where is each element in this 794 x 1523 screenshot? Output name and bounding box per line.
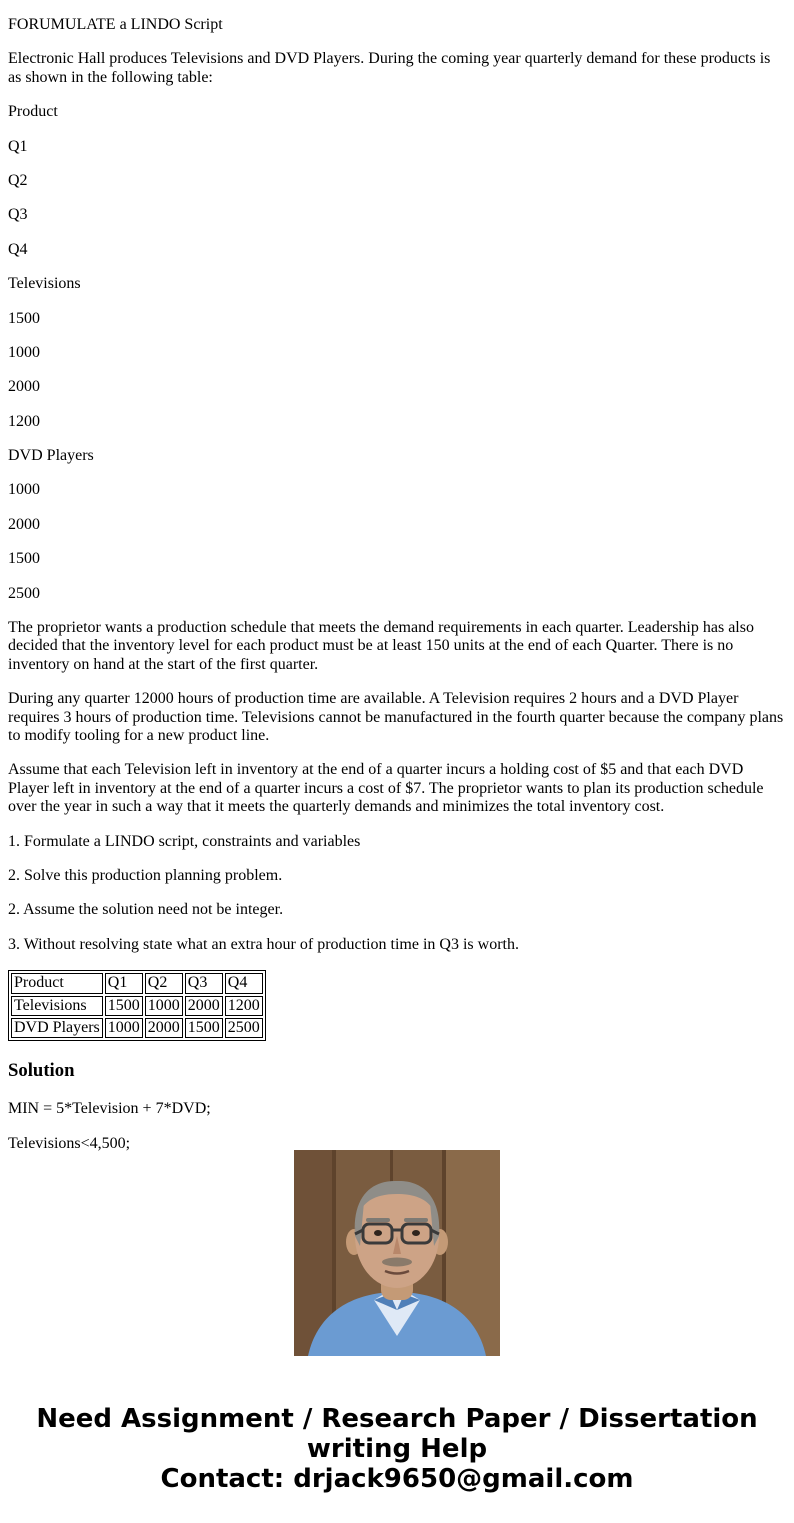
demand-line: DVD Players (8, 447, 94, 465)
doc-title: FORUMULATE a LINDO Script (8, 16, 223, 33)
task-item: 2. Assume the solution need not be integer. (8, 901, 284, 919)
demand-line: 1000 (8, 343, 40, 361)
avatar-section (0, 1150, 794, 1356)
table-header-cell: Product (11, 973, 103, 993)
task-item: 3. Without resolving state what an extra hour of production time in Q3 is worth. (8, 935, 519, 953)
table-row (11, 1018, 263, 1038)
demand-line: Q1 (8, 137, 28, 155)
demand-line: Televisions (8, 275, 81, 293)
inventory-paragraph: The proprietor wants a production schedule that meets the demand requirements in each quarter. Leadership has also decided that the inventory level for each product must be at least 150 units at the end of each Quarter. There is no inventory on hand at the start of the first quarter. (8, 619, 754, 673)
table-cell: 1500 (185, 1018, 223, 1038)
table-header-row (11, 973, 263, 993)
hours-paragraph: During any quarter 12000 hours of production time are available. A Television requires 2 hours and a DVD Player requires 3 hours of production time. Televisions cannot be manufactured in the fourth quarter because the company plans to modify tooling for a new product line. (8, 690, 784, 744)
table-cell: 1500 (105, 996, 143, 1016)
table-cell: Televisions (11, 996, 103, 1016)
demand-line: Q4 (8, 240, 28, 258)
demand-line: 1500 (8, 309, 40, 327)
demand-line: Q3 (8, 206, 28, 224)
table-cell: 2500 (225, 1018, 263, 1038)
demand-line: 2000 (8, 515, 40, 533)
demand-line: 1500 (8, 550, 40, 568)
demand-line: 2000 (8, 378, 40, 396)
demand-line: 1200 (8, 412, 40, 430)
demand-line: 2500 (8, 584, 40, 602)
table-cell: 1000 (105, 1018, 143, 1038)
table-cell: 2000 (185, 996, 223, 1016)
demand-line: Q2 (8, 171, 28, 189)
demand-line: 1000 (8, 481, 40, 499)
table-row (11, 996, 263, 1016)
portrait-illustration (294, 1150, 500, 1356)
solution-heading: Solution (8, 1059, 75, 1081)
contact-line: Contact: drjack9650@gmail.com (160, 1464, 634, 1494)
task-item: 1. Formulate a LINDO script, constraints and variables (8, 832, 361, 850)
task-item: 2. Solve this production planning problem. (8, 866, 283, 884)
table-cell: DVD Players (11, 1018, 103, 1038)
tutor-photo (294, 1150, 500, 1356)
table-header-cell: Q3 (185, 973, 223, 993)
footer-banner (0, 1404, 794, 1494)
table-header-cell: Q2 (145, 973, 183, 993)
table-cell: 1200 (225, 996, 263, 1016)
cost-paragraph: Assume that each Television left in inventory at the end of a quarter incurs a holding cost of $5 and that each DVD Player left in inventory at the end of a quarter incurs a cost of $7. The proprietor wants to plan its production schedule over the year in such a way that it meets the quarterly demands and minimizes the total inventory cost. (8, 761, 764, 816)
objective-line: MIN = 5*Television + 7*DVD; (8, 1100, 211, 1118)
demand-line: Product (8, 103, 58, 121)
table-header-cell: Q4 (225, 973, 263, 993)
demand-table (8, 970, 266, 1041)
constraint-line: Televisions<4,500; (8, 1134, 131, 1152)
help-heading: Need Assignment / Research Paper / Dissertation writing Help (36, 1404, 758, 1464)
intro-paragraph: Electronic Hall produces Televisions and DVD Players. During the coming year quarterly demand for these products is as shown in the following table: (8, 50, 771, 86)
table-header-cell: Q1 (105, 973, 143, 993)
table-cell: 1000 (145, 996, 183, 1016)
table-cell: 2000 (145, 1018, 183, 1038)
